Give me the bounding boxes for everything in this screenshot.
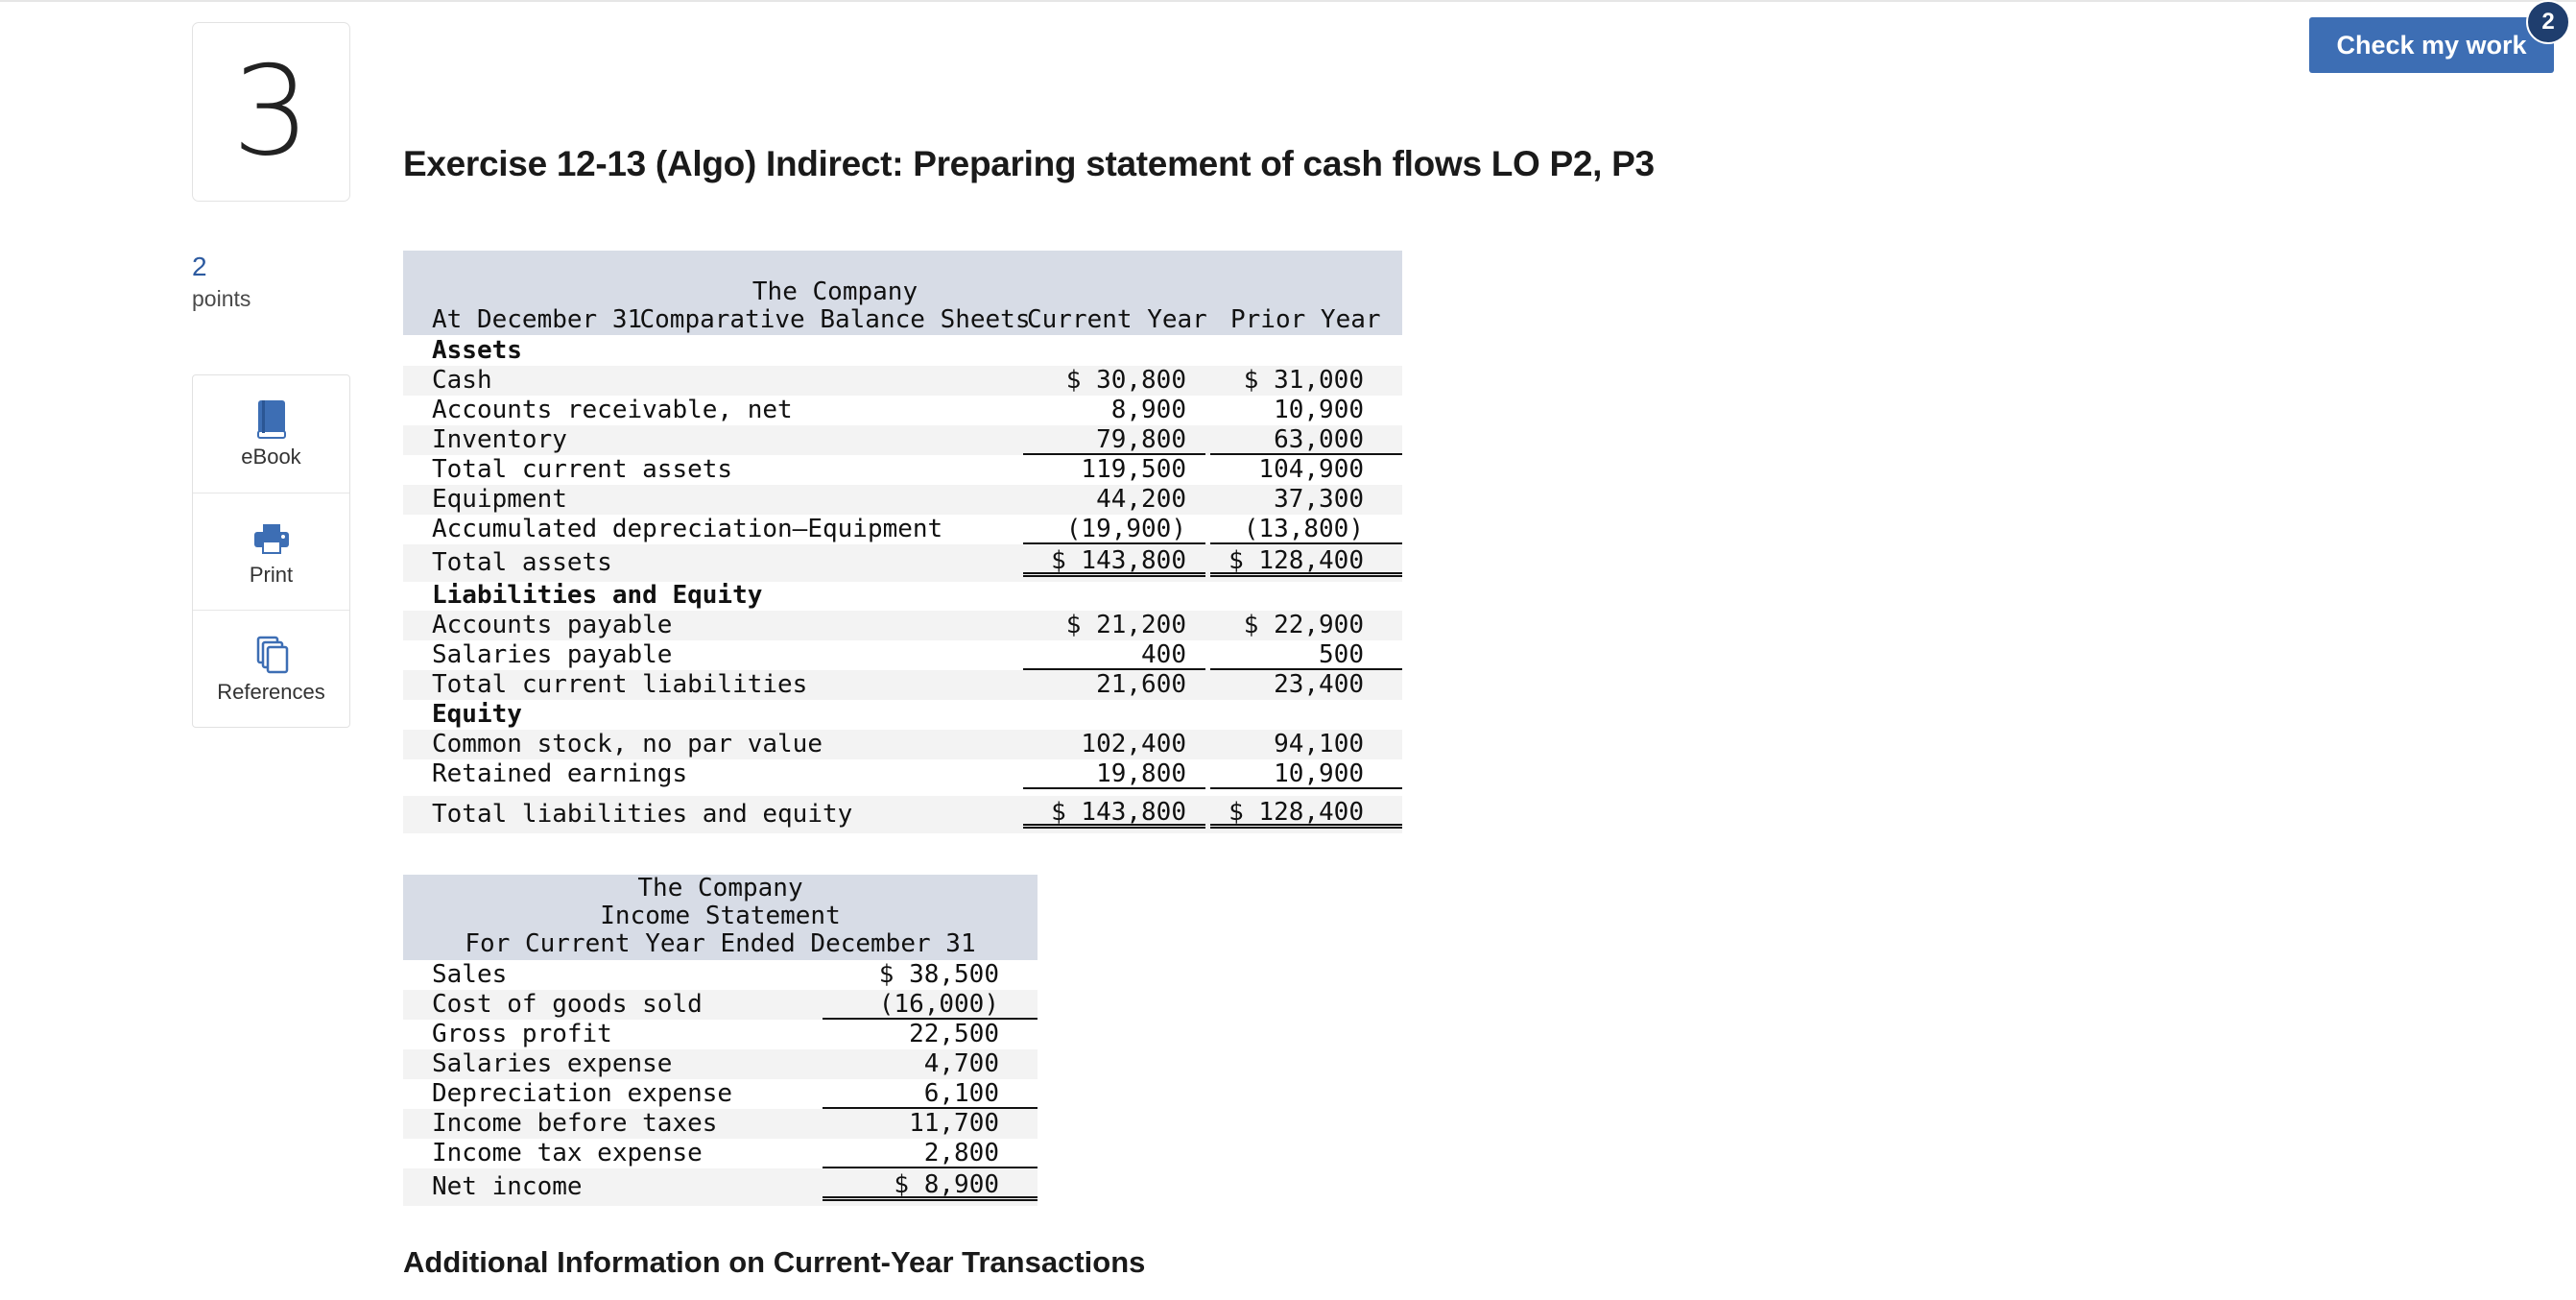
check-count-badge: 2 [2526,0,2570,44]
bs-prior-year-value: $ 31,000 [1243,366,1364,395]
print-label: Print [249,563,294,587]
is-company: The Company [637,874,803,903]
balance-sheet-row [403,425,1402,455]
is-row-value: 4,700 [923,1049,999,1078]
bs-current-year-value: $ 21,200 [1065,611,1186,639]
bs-current-year-value: (19,900) [1023,515,1205,544]
balance-sheet-row [403,730,1402,759]
bs-current-year-value [1023,581,1205,611]
balance-sheet-row [403,700,1402,730]
is-period: For Current Year Ended December 31 [465,929,976,958]
references-button[interactable] [193,610,349,727]
bs-prior-year-value: 10,900 [1274,396,1364,424]
bs-current-year-value [1023,336,1205,366]
is-row-value: 22,500 [909,1020,999,1048]
bs-prior-year-value: 63,000 [1210,425,1402,455]
additional-info-heading: Additional Information on Current-Year Transactions [403,1245,1146,1279]
bs-prior-year-value: (13,800) [1210,515,1402,544]
print-button[interactable] [193,493,349,610]
bs-prior-year-value: 104,900 [1258,455,1364,484]
bs-prior-year-value: 94,100 [1274,730,1364,758]
is-row-label: Cost of goods sold [432,990,703,1019]
is-row-value: 6,100 [823,1079,1038,1109]
income-statement-row [403,960,1038,990]
balance-sheet-row [403,485,1402,515]
bs-row-label: Total current liabilities [432,670,808,699]
balance-sheet-row [403,759,1402,789]
bs-row-label: Equipment [432,485,567,514]
is-row-value: $ 38,500 [878,960,999,989]
check-my-work-button[interactable]: Check my work [2309,17,2554,73]
is-row-label: Sales [432,960,508,989]
bs-company: The Company [751,277,918,306]
is-row-value: $ 8,900 [823,1168,1038,1201]
printer-icon [252,517,291,559]
bs-date-label: At December 31 [432,305,643,334]
bs-prior-year-value: 10,900 [1210,759,1402,789]
bs-prior-year-value [1210,581,1402,611]
balance-sheet-row [403,336,1402,366]
tools-panel [192,374,350,728]
bs-prior-year-value: $ 128,400 [1210,796,1402,829]
bs-row-label: Accumulated depreciation—Equipment [432,515,943,543]
balance-sheet-row [403,581,1402,611]
bs-row-label: Salaries payable [432,640,673,669]
is-row-value: 2,800 [823,1139,1038,1168]
income-statement-row [403,1049,1038,1079]
is-row-label: Salaries expense [432,1049,673,1078]
bs-col-current: Current Year [1027,305,1207,334]
question-number: 3 [231,39,311,183]
balance-sheet-row [403,640,1402,670]
ebook-label: eBook [241,445,301,469]
balance-sheet-row [403,796,1402,833]
is-row-label: Depreciation expense [432,1079,733,1108]
bs-row-label: Assets [432,336,522,365]
bs-prior-year-value [1210,336,1402,366]
income-statement-header [403,875,1038,960]
income-statement-row [403,1020,1038,1049]
references-label: References [217,680,325,704]
bs-prior-year-value: $ 128,400 [1210,544,1402,577]
bs-prior-year-value: 23,400 [1274,670,1364,699]
income-statement-table [403,875,1038,1216]
bs-current-year-value: 102,400 [1081,730,1186,758]
income-statement-row [403,1109,1038,1139]
is-row-label: Income before taxes [432,1109,718,1138]
is-row-label: Income tax expense [432,1139,703,1168]
bs-prior-year-value [1210,700,1402,730]
references-icon [252,634,291,676]
bs-row-label: Inventory [432,425,567,454]
bs-current-year-value: 79,800 [1023,425,1205,455]
bs-prior-year-value: 37,300 [1274,485,1364,514]
balance-sheet-header [403,251,1402,335]
bs-current-year-value: 44,200 [1096,485,1186,514]
balance-sheet-row [403,396,1402,425]
is-row-label: Net income [432,1172,583,1201]
income-statement-row [403,990,1038,1020]
bs-current-year-value: 19,800 [1023,759,1205,789]
bs-title: Comparative Balance Sheets [639,305,1031,334]
bs-current-year-value: 8,900 [1110,396,1186,424]
income-statement-row [403,1079,1038,1109]
bs-current-year-value: $ 143,800 [1023,544,1205,577]
bs-row-label: Cash [432,366,492,395]
is-row-label: Gross profit [432,1020,612,1048]
bs-prior-year-value: $ 22,900 [1243,611,1364,639]
is-title: Income Statement [600,902,841,930]
balance-sheet-row [403,544,1402,582]
bs-row-label: Liabilities and Equity [432,581,763,610]
exercise-title: Exercise 12-13 (Algo) Indirect: Preparing statement of cash flows LO P2, P3 [403,144,1655,183]
bs-row-label: Retained earnings [432,759,688,788]
ebook-button[interactable] [193,375,349,492]
bs-current-year-value: 400 [1023,640,1205,670]
bs-row-label: Common stock, no par value [432,730,823,758]
balance-sheet-row [403,670,1402,700]
balance-sheet-table [403,251,1402,841]
balance-sheet-row [403,366,1402,396]
question-number-box [192,22,350,202]
bs-current-year-value: $ 30,800 [1065,366,1186,395]
bs-row-label: Equity [432,700,522,729]
bs-current-year-value [1023,700,1205,730]
income-statement-row [403,1139,1038,1168]
top-border [0,0,2576,2]
bs-current-year-value: 21,600 [1096,670,1186,699]
bs-current-year-value: 119,500 [1081,455,1186,484]
bs-current-year-value: $ 143,800 [1023,796,1205,829]
points-label: points [192,286,251,311]
income-statement-row [403,1168,1038,1206]
balance-sheet-row [403,515,1402,544]
is-row-value: (16,000) [823,990,1038,1020]
bs-row-label: Accounts receivable, net [432,396,793,424]
bs-row-label: Total assets [432,548,612,577]
points-value: 2 [192,252,207,281]
bs-row-label: Total current assets [432,455,733,484]
bs-prior-year-value: 500 [1210,640,1402,670]
bs-row-label: Accounts payable [432,611,673,639]
bs-col-prior: Prior Year [1230,305,1381,334]
is-row-value: 11,700 [909,1109,999,1138]
balance-sheet-row [403,455,1402,485]
bs-row-label: Total liabilities and equity [432,800,853,829]
book-icon [252,398,291,441]
balance-sheet-row [403,611,1402,640]
